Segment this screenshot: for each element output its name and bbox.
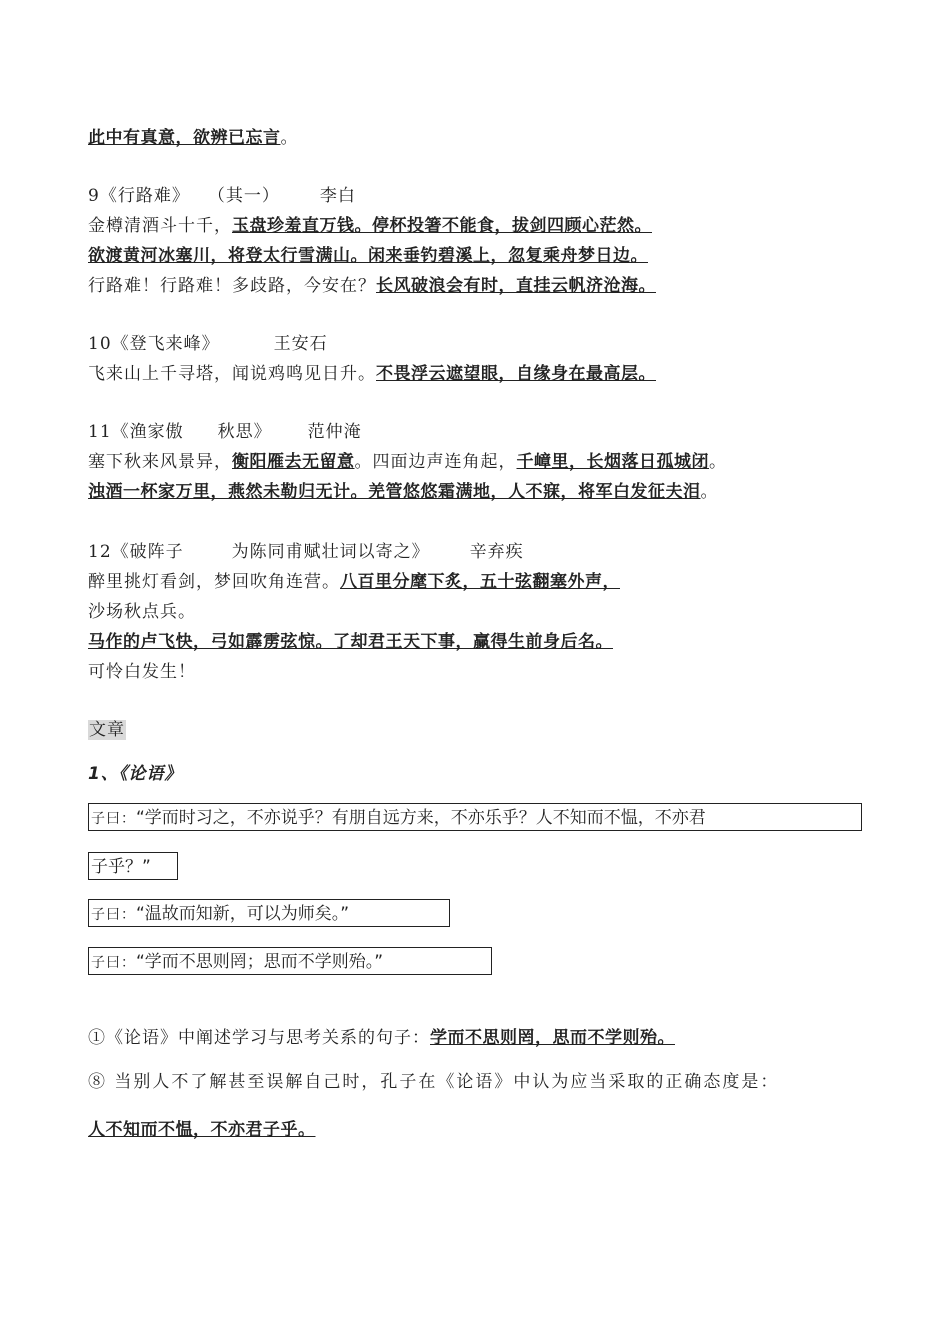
answer-text: 浊酒一杯家万里，燕然未勒归无计。羌管悠悠霜满地，人不寐，将军白发征夫泪: [88, 482, 701, 502]
poem-title-line: [88, 420, 362, 444]
quote-prefix: 子曰：: [91, 955, 136, 971]
poem-author: 辛弃疾: [469, 542, 524, 562]
poem-title: 12《破阵子: [88, 542, 184, 562]
poem-line: [88, 600, 196, 624]
answer-text: 欲渡黄河冰塞川，将登太行雪满山。闲来垂钓碧溪上，忽复乘舟梦日边。: [88, 246, 648, 266]
poem-text: 。四面边声连角起，: [354, 452, 517, 472]
quote-prefix: 子曰：: [91, 907, 136, 923]
poem-text: 可怜白发生！: [88, 662, 196, 682]
poem-author: 王安石: [273, 334, 328, 354]
heading-number: 1、: [88, 764, 119, 784]
quote-box: [88, 852, 178, 880]
answer-text: 长风破浪会有时，直挂云帆济沧海。: [376, 276, 656, 296]
poem-title-line: [88, 332, 328, 356]
poem-author: 李白: [319, 186, 356, 206]
quote-box: [88, 899, 450, 927]
line-tail: 。: [280, 128, 299, 148]
answer-text: 学而不思则罔，思而不学则殆。: [430, 1028, 675, 1048]
section-heading: [88, 762, 182, 786]
poem-line: [88, 630, 613, 654]
poem-line: [88, 362, 656, 386]
section-label-line: [88, 718, 126, 742]
quote-text: 子乎？”: [91, 857, 151, 877]
heading-title: 《论语》: [118, 764, 183, 784]
line-tail: 。: [700, 482, 719, 502]
poem-line: [88, 274, 656, 298]
question-line: [88, 1070, 779, 1094]
quote-text: “学而不思则罔；思而不学则殆。”: [136, 952, 384, 972]
quote-text: “学而时习之，不亦说乎？有朋自远方来，不亦乐乎？人不知而不愠，不亦君: [136, 808, 706, 828]
poem-title-line: [88, 184, 356, 208]
question-text: ①《论语》中阐述学习与思考关系的句子：: [88, 1028, 430, 1048]
answer-text: 人不知而不愠，不亦君子乎。: [88, 1120, 316, 1140]
poem-text: 醉里挑灯看剑，梦回吹角连营。: [88, 572, 340, 592]
poem-line: [88, 660, 196, 684]
answer-text: 衡阳雁去无留意: [232, 452, 355, 472]
quote-box: [88, 947, 492, 975]
poem-text: 沙场秋点兵。: [88, 602, 196, 622]
answer-text: 玉盘珍羞直万钱。停杯投箸不能食，拔剑四顾心茫然。: [232, 216, 652, 236]
answer-text: 八百里分麾下炙，五十弦翻塞外声，: [340, 572, 620, 592]
question-text: ⑧ 当别人不了解甚至误解自己时，孔子在《论语》中认为应当采取的正确态度是：: [88, 1072, 780, 1092]
poem-text: 塞下秋来风景异，: [88, 452, 232, 472]
answer-text: 此中有真意，欲辨已忘言: [88, 128, 281, 148]
poem-text: 行路难！行路难！多歧路，今安在？: [88, 276, 376, 296]
quote-prefix: 子曰：: [91, 811, 136, 827]
answer-text: 马作的卢飞快，弓如霹雳弦惊。了却君王天下事，赢得生前身后名。: [88, 632, 613, 652]
poem-subtitle: 为陈同甫赋壮词以寄之》: [231, 542, 430, 562]
poem-line: [88, 126, 299, 150]
poem-line: [88, 480, 719, 504]
answer-line: [88, 1118, 316, 1142]
quote-text: “温故而知新，可以为师矣。”: [136, 904, 350, 924]
section-label: 文章: [89, 720, 125, 740]
poem-line: [88, 244, 648, 268]
quote-box: [88, 803, 862, 831]
poem-title: 10《登飞来峰》: [88, 334, 220, 354]
question-line: [88, 1026, 675, 1050]
poem-line: [88, 570, 620, 594]
poem-line: [88, 214, 652, 238]
poem-title: 9《行路难》: [88, 186, 190, 206]
poem-text: 飞来山上千寻塔，闻说鸡鸣见日升。: [88, 364, 376, 384]
poem-text: 金樽清酒斗十千，: [88, 216, 232, 236]
poem-subtitle: 秋思》: [217, 422, 272, 442]
poem-subtitle: （其一）: [207, 186, 280, 206]
line-tail: 。: [709, 452, 727, 472]
answer-text: 不畏浮云遮望眼，自缘身在最高层。: [376, 364, 656, 384]
answer-text: 千嶂里，长烟落日孤城闭: [516, 452, 709, 472]
poem-title: 11《渔家傲: [88, 422, 184, 442]
poem-title-line: [88, 540, 524, 564]
poem-line: [88, 450, 727, 474]
poem-author: 范仲淹: [307, 422, 362, 442]
